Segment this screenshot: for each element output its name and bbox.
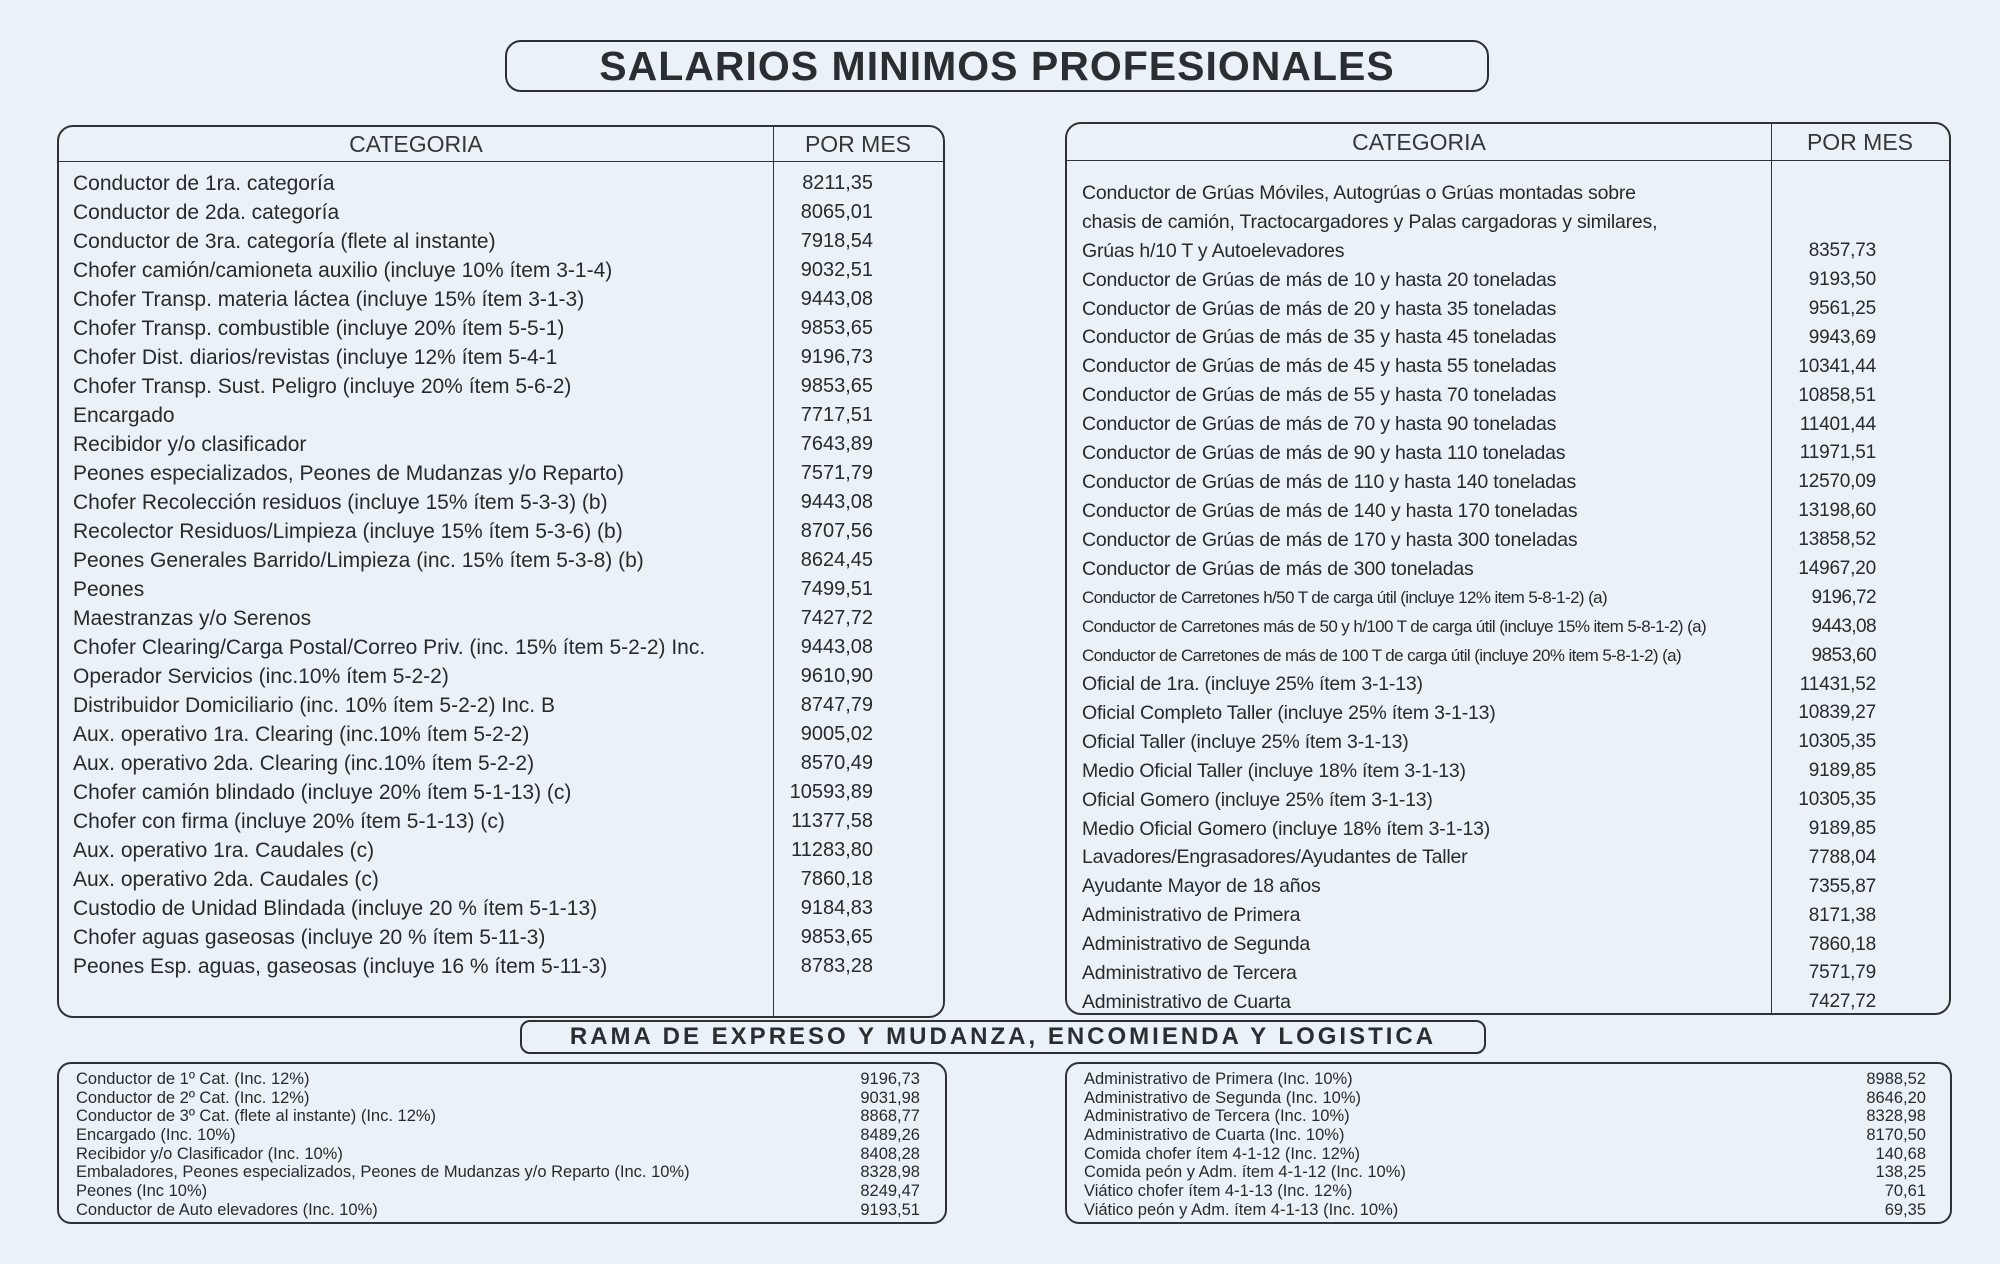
row-category: Administrativo de Primera (Inc. 10%) (1084, 1069, 1353, 1088)
row-monthly-value: 9005,02 (800, 723, 873, 745)
row-category: Administrativo de Cuarta (1082, 990, 1291, 1013)
row-monthly-value: 9443,08 (800, 288, 873, 310)
row-category: Administrativo de Tercera (1082, 961, 1297, 984)
row-monthly-value: 9193,51 (860, 1200, 920, 1219)
row-category: Peones (73, 577, 145, 601)
row-monthly-value: 8171,38 (1808, 904, 1876, 926)
row-monthly-value: 9853,65 (800, 375, 873, 397)
table-row (76, 1126, 940, 1145)
row-monthly-value: 10858,51 (1798, 384, 1876, 406)
row-category: Chofer Transp. combustible (incluye 20% ítem 5-5-1) (73, 316, 565, 340)
row-category: Viático chofer ítem 4-1-13 (Inc. 12%) (1084, 1181, 1353, 1200)
row-category: Aux. operativo 1ra. Caudales (c) (73, 838, 375, 862)
row-monthly-value: 9196,72 (1811, 586, 1876, 608)
row-category: chasis de camión, Tractocargadores y Palas cargadoras y similares, (1082, 210, 1658, 233)
bottom-right-table (1065, 1062, 1952, 1224)
table-row (1082, 930, 1922, 959)
table-row (1082, 555, 1922, 584)
row-monthly-value: 9853,60 (1811, 644, 1876, 666)
row-category: Medio Oficial Taller (incluye 18% ítem 3-1-13) (1082, 759, 1466, 782)
row-monthly-value: 9610,90 (800, 665, 873, 687)
table-row (1082, 583, 1922, 612)
table-row (1082, 352, 1922, 381)
table-row (1082, 266, 1922, 295)
row-category: Oficial Gomero (incluye 25% ítem 3-1-13) (1082, 788, 1433, 811)
table-row (76, 1089, 940, 1108)
row-monthly-value: 7427,72 (1808, 991, 1876, 1013)
table-row (1082, 872, 1922, 901)
row-category: Oficial Completo Taller (incluye 25% ítem 3-1-13) (1082, 701, 1496, 724)
row-category: Custodio de Unidad Blindada (incluye 20 % ítem 5-1-13) (73, 896, 598, 920)
header-divider (59, 161, 943, 162)
table-row (1082, 237, 1922, 266)
row-category: Conductor de Grúas de más de 20 y hasta 35 toneladas (1082, 297, 1557, 320)
row-category: Comida peón y Adm. ítem 4-1-12 (Inc. 10%) (1084, 1163, 1406, 1182)
row-category: Maestranzas y/o Serenos (73, 606, 312, 630)
row-monthly-value: 10305,35 (1798, 731, 1876, 753)
table-row (1082, 208, 1922, 237)
row-category: Oficial de 1ra. (incluye 25% ítem 3-1-13) (1082, 673, 1423, 696)
table-row (76, 1163, 940, 1182)
table-row (1082, 786, 1922, 815)
row-category: Oficial Taller (incluye 25% ítem 3-1-13) (1082, 730, 1409, 753)
table-row (1082, 959, 1922, 988)
table-row (73, 691, 919, 720)
table-row (1082, 988, 1922, 1015)
row-monthly-value: 8357,73 (1808, 240, 1876, 262)
column-header-per-month: POR MES (1806, 128, 1914, 155)
row-category: Conductor de Grúas de más de 110 y hasta 140 toneladas (1082, 470, 1577, 493)
row-category: Aux. operativo 1ra. Clearing (inc.10% ítem 5-2-2) (73, 722, 530, 746)
row-category: Conductor de Carretones de más de 100 T de carga útil (incluye 20% item 5-8-1-2) (a) (1082, 645, 1682, 665)
row-monthly-value: 7427,72 (800, 607, 873, 629)
row-monthly-value: 9193,50 (1808, 269, 1876, 291)
row-monthly-value: 138,25 (1875, 1163, 1926, 1182)
table-row (1084, 1201, 1946, 1220)
table-row (73, 256, 919, 285)
row-category: Conductor de 2da. categoría (73, 200, 340, 224)
row-monthly-value: 9443,08 (800, 491, 873, 513)
row-monthly-value: 9196,73 (800, 346, 873, 368)
row-category: Comida chofer ítem 4-1-12 (Inc. 12%) (1084, 1144, 1361, 1163)
row-monthly-value: 10593,89 (789, 781, 873, 803)
table-row (73, 198, 919, 227)
row-monthly-value: 8646,20 (1866, 1088, 1926, 1107)
row-category: Conductor de 3ra. categoría (flete al instante) (73, 229, 496, 253)
row-category: Medio Oficial Gomero (incluye 18% ítem 3-1-13) (1082, 817, 1491, 840)
row-monthly-value: 8328,98 (1866, 1107, 1926, 1126)
table-row (73, 430, 919, 459)
row-monthly-value: 10341,44 (1798, 355, 1876, 377)
row-category: Ayudante Mayor de 18 años (1082, 875, 1321, 898)
row-category: Conductor de 1ra. categoría (73, 171, 335, 195)
row-monthly-value: 8328,98 (860, 1163, 920, 1182)
row-category: Conductor de Auto elevadores (Inc. 10%) (76, 1200, 378, 1219)
row-category: Conductor de 2º Cat. (Inc. 12%) (76, 1088, 310, 1107)
row-monthly-value: 11431,52 (1799, 673, 1876, 695)
row-monthly-value: 9032,51 (800, 259, 873, 281)
row-category: Conductor de Grúas de más de 55 y hasta 70 toneladas (1082, 384, 1557, 407)
row-category: Encargado (Inc. 10%) (76, 1125, 236, 1144)
column-header-category: CATEGORIA (1352, 128, 1486, 155)
row-category: Conductor de Carretones h/50 T de carga útil (incluye 12% item 5-8-1-2) (a) (1082, 587, 1608, 607)
row-category: Peones Generales Barrido/Limpieza (inc. 15% ítem 5-3-8) (b) (73, 548, 644, 572)
table-row (73, 720, 919, 749)
table-row (1082, 699, 1922, 728)
bottom-right-rows (1084, 1070, 1946, 1220)
row-monthly-value: 7355,87 (1808, 875, 1876, 897)
row-category: Administrativo de Segunda (Inc. 10%) (1084, 1088, 1361, 1107)
row-monthly-value: 7571,79 (1808, 962, 1876, 984)
row-category: Administrativo de Primera (1082, 904, 1301, 927)
table-row (73, 488, 919, 517)
table-row (73, 604, 919, 633)
row-category: Chofer aguas gaseosas (incluye 20 % ítem 5-11-3) (73, 925, 546, 949)
table-row (73, 778, 919, 807)
row-category: Conductor de Grúas de más de 170 y hasta 300 toneladas (1082, 528, 1578, 551)
row-category: Chofer camión blindado (incluye 20% ítem 5-1-13) (c) (73, 780, 572, 804)
table-row (73, 169, 919, 198)
table-row (73, 923, 919, 952)
row-category: Administrativo de Segunda (1082, 933, 1311, 956)
table-row (73, 227, 919, 256)
bottom-left-table (57, 1062, 947, 1224)
row-category: Peones Esp. aguas, gaseosas (incluye 16 % ítem 5-11-3) (73, 954, 608, 978)
row-monthly-value: 11971,51 (1799, 442, 1876, 464)
table-row (73, 285, 919, 314)
row-category: Chofer Transp. materia láctea (incluye 15% ítem 3-1-3) (73, 287, 585, 311)
row-category: Conductor de Grúas de más de 70 y hasta 90 toneladas (1082, 413, 1557, 436)
row-category: Distribuidor Domiciliario (inc. 10% ítem 5-2-2) Inc. B (73, 693, 555, 717)
row-category: Administrativo de Cuarta (Inc. 10%) (1084, 1125, 1345, 1144)
row-monthly-value: 8868,77 (860, 1107, 920, 1126)
row-monthly-value: 7571,79 (800, 462, 873, 484)
row-monthly-value: 8211,35 (802, 172, 873, 194)
row-monthly-value: 7643,89 (800, 433, 873, 455)
row-monthly-value: 9189,85 (1808, 818, 1876, 840)
row-monthly-value: 8570,49 (800, 752, 873, 774)
table-row (73, 575, 919, 604)
row-category: Chofer camión/camioneta auxilio (incluye 10% ítem 3-1-4) (73, 258, 613, 282)
row-category: Viático peón y Adm. ítem 4-1-13 (Inc. 10%) (1084, 1200, 1399, 1219)
table-row (1082, 179, 1922, 208)
row-monthly-value: 8783,28 (800, 955, 873, 977)
column-header-category: CATEGORIA (349, 130, 483, 157)
table-row (1084, 1126, 1946, 1145)
row-monthly-value: 13198,60 (1798, 500, 1876, 522)
row-monthly-value: 8489,26 (860, 1125, 920, 1144)
row-category: Peones (Inc 10%) (76, 1181, 208, 1200)
bottom-left-rows (76, 1070, 940, 1220)
column-header-per-month: POR MES (804, 130, 912, 157)
row-monthly-value: 8065,01 (800, 201, 873, 223)
row-monthly-value: 8408,28 (860, 1144, 920, 1163)
row-monthly-value: 9196,73 (860, 1069, 920, 1088)
table-row (1084, 1107, 1946, 1126)
row-monthly-value: 7860,18 (800, 868, 873, 890)
left-salary-table (57, 125, 945, 1018)
row-category: Peones especializados, Peones de Mudanzas y/o Reparto) (73, 461, 625, 485)
table-row (73, 865, 919, 894)
table-row (1082, 526, 1922, 555)
table-row (73, 749, 919, 778)
table-row (1082, 468, 1922, 497)
table-row (1082, 323, 1922, 352)
table-row (1082, 381, 1922, 410)
table-row (1082, 843, 1922, 872)
table-row (73, 314, 919, 343)
row-category: Operador Servicios (inc.10% ítem 5-2-2) (73, 664, 449, 688)
row-monthly-value: 70,61 (1884, 1181, 1926, 1200)
row-category: Administrativo de Tercera (Inc. 10%) (1084, 1107, 1350, 1126)
row-category: Chofer Transp. Sust. Peligro (incluye 20% ítem 5-6-2) (73, 374, 572, 398)
row-category: Chofer con firma (incluye 20% ítem 5-1-13) (c) (73, 809, 505, 833)
row-category: Conductor de Grúas de más de 45 y hasta 55 toneladas (1082, 355, 1557, 378)
row-monthly-value: 8249,47 (860, 1181, 920, 1200)
table-row (76, 1107, 940, 1126)
row-monthly-value: 7499,51 (800, 578, 873, 600)
left-table-rows (73, 169, 919, 981)
table-row (1082, 497, 1922, 526)
row-monthly-value: 9561,25 (1808, 298, 1876, 319)
table-row (1084, 1070, 1946, 1089)
row-category: Embaladores, Peones especializados, Peones de Mudanzas y/o Reparto (Inc. 10%) (76, 1163, 690, 1182)
row-monthly-value: 8624,45 (800, 549, 873, 571)
table-row (73, 546, 919, 575)
row-monthly-value: 9943,69 (1808, 326, 1876, 348)
row-monthly-value: 7860,18 (1808, 933, 1876, 955)
row-monthly-value: 8170,50 (1866, 1125, 1926, 1144)
header-divider (1067, 160, 1949, 161)
row-monthly-value: 11377,58 (791, 810, 873, 832)
row-category: Conductor de Grúas de más de 300 toneladas (1082, 557, 1474, 580)
row-category: Grúas h/10 T y Autoelevadores (1082, 239, 1345, 262)
row-monthly-value: 12570,09 (1798, 471, 1876, 493)
row-category: Conductor de Grúas de más de 90 y hasta 110 toneladas (1082, 441, 1566, 464)
row-category: Conductor de 1º Cat. (Inc. 12%) (76, 1069, 310, 1088)
table-row (73, 459, 919, 488)
table-row (73, 952, 919, 981)
table-row (73, 401, 919, 430)
row-category: Conductor de Grúas de más de 140 y hasta 170 toneladas (1082, 499, 1578, 522)
row-monthly-value: 7788,04 (1808, 846, 1876, 868)
right-salary-table (1065, 122, 1951, 1015)
row-monthly-value: 9443,08 (1811, 615, 1876, 637)
table-row (1082, 670, 1922, 699)
table-row (1082, 728, 1922, 757)
row-monthly-value: 9031,98 (860, 1088, 920, 1107)
table-row (73, 633, 919, 662)
table-row (1082, 612, 1922, 641)
row-monthly-value: 8988,52 (1866, 1069, 1926, 1088)
row-monthly-value: 8707,56 (800, 520, 873, 542)
table-row (73, 662, 919, 691)
row-monthly-value: 9853,65 (800, 317, 873, 339)
row-monthly-value: 9189,85 (1808, 760, 1876, 782)
table-row (76, 1201, 940, 1220)
row-category: Chofer Clearing/Carga Postal/Correo Priv. (inc. 15% ítem 5-2-2) Inc. (73, 635, 706, 659)
table-row (1082, 641, 1922, 670)
row-monthly-value: 9853,65 (800, 926, 873, 948)
row-monthly-value: 10839,27 (1798, 702, 1876, 724)
table-row (1082, 295, 1922, 324)
row-monthly-value: 7918,54 (800, 230, 873, 252)
table-row (1082, 439, 1922, 468)
row-monthly-value: 13858,52 (1798, 529, 1876, 551)
table-row (76, 1182, 940, 1201)
table-row (76, 1070, 940, 1089)
row-category: Recibidor y/o Clasificador (Inc. 10%) (76, 1144, 343, 1163)
row-category: Conductor de Grúas de más de 10 y hasta 20 toneladas (1082, 268, 1557, 291)
table-row (73, 894, 919, 923)
table-row (1082, 815, 1922, 844)
table-row (73, 372, 919, 401)
row-category: Chofer Recolección residuos (incluye 15% ítem 5-3-3) (b) (73, 490, 608, 514)
row-category: Conductor de Carretones más de 50 y h/100 T de carga útil (incluye 15% item 5-8-1-2) (a) (1082, 616, 1707, 636)
row-monthly-value: 7717,51 (800, 404, 873, 426)
row-category: Conductor de Grúas Móviles, Autogrúas o Grúas montadas sobre (1082, 181, 1636, 204)
table-row (73, 836, 919, 865)
row-category: Conductor de 3º Cat. (flete al instante) (Inc. 12%) (76, 1107, 437, 1126)
right-table-rows (1082, 179, 1922, 1015)
row-category: Aux. operativo 2da. Clearing (inc.10% ítem 5-2-2) (73, 751, 535, 775)
table-row (1082, 410, 1922, 439)
row-category: Conductor de Grúas de más de 35 y hasta 45 toneladas (1082, 326, 1557, 349)
row-monthly-value: 8747,79 (800, 694, 873, 716)
row-category: Aux. operativo 2da. Caudales (c) (73, 867, 379, 891)
row-category: Encargado (73, 403, 175, 427)
table-row (1082, 901, 1922, 930)
table-row (1084, 1089, 1946, 1108)
row-monthly-value: 9184,83 (800, 897, 873, 919)
row-monthly-value: 11401,44 (1799, 413, 1876, 435)
table-row (73, 343, 919, 372)
section-title: RAMA DE EXPRESO Y MUDANZA, ENCOMIENDA Y LOGISTICA (520, 1020, 1486, 1054)
row-monthly-value: 14967,20 (1798, 558, 1876, 580)
page-title: SALARIOS MINIMOS PROFESIONALES (505, 40, 1489, 92)
row-category: Chofer Dist. diarios/revistas (incluye 12% ítem 5-4-1 (73, 345, 558, 369)
row-monthly-value: 69,35 (1884, 1200, 1926, 1219)
table-row (73, 807, 919, 836)
table-row (1084, 1145, 1946, 1164)
table-row (1082, 757, 1922, 786)
row-category: Recolector Residuos/Limpieza (incluye 15% ítem 5-3-6) (b) (73, 519, 623, 543)
row-monthly-value: 9443,08 (800, 636, 873, 658)
row-monthly-value: 10305,35 (1798, 789, 1876, 811)
row-category: Recibidor y/o clasificador (73, 432, 307, 456)
table-row (76, 1145, 940, 1164)
table-row (1084, 1182, 1946, 1201)
row-monthly-value: 11283,80 (791, 839, 873, 861)
table-row (73, 517, 919, 546)
row-monthly-value: 140,68 (1875, 1144, 1926, 1163)
table-row (1084, 1163, 1946, 1182)
row-category: Lavadores/Engrasadores/Ayudantes de Taller (1082, 846, 1468, 869)
